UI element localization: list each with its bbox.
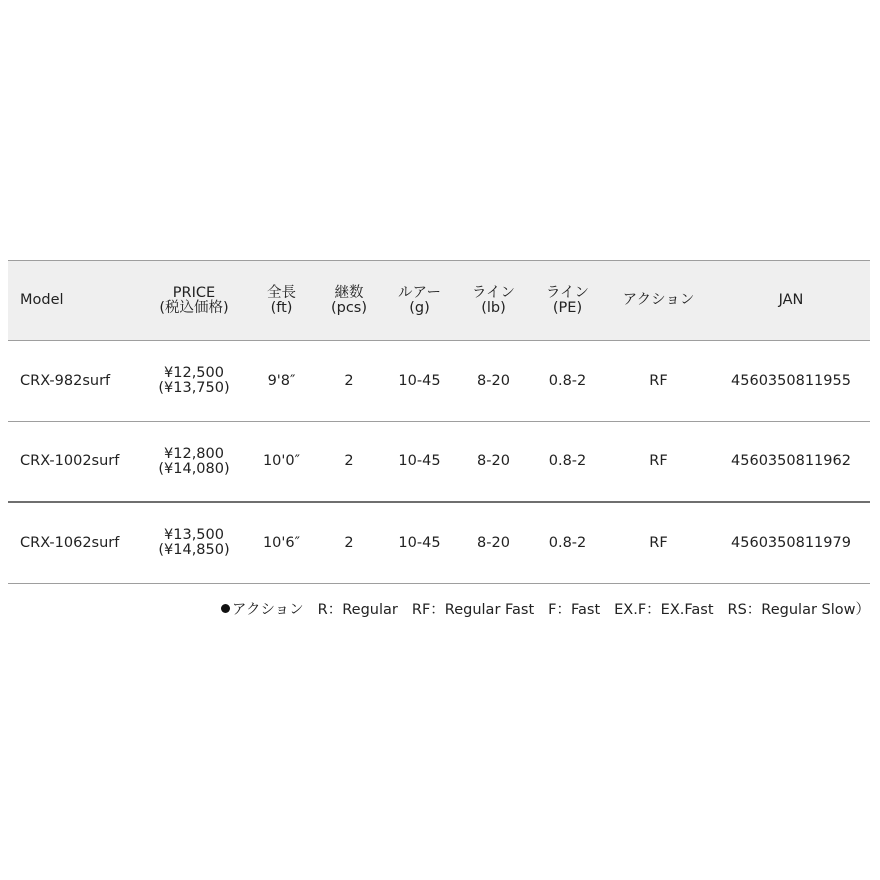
cell-price	[141, 366, 247, 396]
table-row	[8, 503, 870, 584]
header-jan-label: JAN	[778, 292, 804, 308]
cell-length: 9'8″	[267, 372, 296, 389]
legend-item: RS：Regular Slow）	[727, 602, 870, 618]
cell-lure: 10-45	[398, 534, 441, 551]
header-action	[605, 293, 712, 308]
header-line-lb-unit: (lb)	[481, 299, 506, 316]
header-lure-label: ルアー	[397, 284, 442, 301]
cell-action: RF	[649, 534, 668, 551]
cell-length: 10'6″	[262, 534, 301, 551]
header-price	[141, 286, 247, 316]
legend-label: アクション	[231, 602, 304, 618]
cell-line-lb: 8-20	[477, 534, 510, 551]
header-model-label: Model	[20, 292, 64, 308]
cell-jan: 4560350811962	[731, 453, 851, 469]
cell-line-lb: 8-20	[477, 453, 510, 469]
header-line-pe-label: ライン	[545, 284, 590, 301]
cell-model: CRX-982surf	[20, 372, 111, 389]
cell-price	[141, 528, 247, 558]
table-row	[8, 422, 870, 503]
cell-price	[141, 447, 247, 477]
header-line-lb-label: ライン	[471, 284, 516, 301]
cell-lure: 10-45	[398, 372, 441, 389]
header-pieces	[316, 286, 382, 316]
price-tax-value: (¥13,750)	[158, 380, 230, 396]
cell-model: CRX-1002surf	[20, 453, 120, 469]
cell-model: CRX-1062surf	[20, 534, 120, 551]
price-value: ¥12,500	[164, 365, 224, 381]
cell-action: RF	[649, 372, 668, 389]
header-line-lb	[457, 286, 530, 316]
price-tax-value: (¥14,080)	[158, 460, 230, 477]
header-price-sub-label: (税込価格)	[159, 299, 229, 316]
cell-action: RF	[649, 453, 668, 469]
header-pieces-label: 継数	[334, 284, 364, 301]
cell-length: 10'0″	[262, 453, 301, 469]
cell-pieces: 2	[344, 372, 354, 389]
cell-jan: 4560350811955	[731, 372, 851, 389]
cell-line-lb: 8-20	[477, 372, 510, 389]
spec-table	[8, 260, 870, 584]
cell-line-pe: 0.8-2	[548, 534, 587, 551]
cell-line-pe: 0.8-2	[548, 372, 587, 389]
legend-item: EX.F：EX.Fast	[614, 602, 714, 618]
price-tax-value: (¥14,850)	[158, 542, 230, 558]
header-action-label: アクション	[622, 292, 695, 308]
legend-item: R：Regular	[317, 602, 398, 618]
cell-jan: 4560350811979	[731, 534, 851, 551]
cell-pieces: 2	[344, 453, 354, 469]
header-length-label: 全長	[267, 284, 296, 301]
header-length	[247, 286, 316, 316]
header-lure-unit: (g)	[409, 299, 430, 316]
header-line-pe-unit: (PE)	[552, 299, 583, 316]
cell-lure: 10-45	[398, 453, 441, 469]
header-price-label: PRICE	[172, 284, 216, 301]
action-legend	[221, 598, 870, 619]
price-value: ¥13,500	[164, 527, 224, 543]
bullet-icon	[221, 604, 230, 613]
header-lure	[382, 286, 457, 316]
header-model	[8, 293, 141, 308]
header-jan	[712, 293, 870, 308]
header-pieces-unit: (pcs)	[330, 299, 368, 316]
legend-item: F：Fast	[548, 602, 601, 618]
header-length-unit: (ft)	[270, 299, 293, 316]
cell-line-pe: 0.8-2	[548, 453, 587, 469]
table-header-row	[8, 260, 870, 341]
legend-item: RF：Regular Fast	[411, 602, 535, 618]
cell-pieces: 2	[344, 534, 354, 551]
header-line-pe	[530, 286, 605, 316]
price-value: ¥12,800	[164, 445, 224, 462]
table-row	[8, 341, 870, 422]
